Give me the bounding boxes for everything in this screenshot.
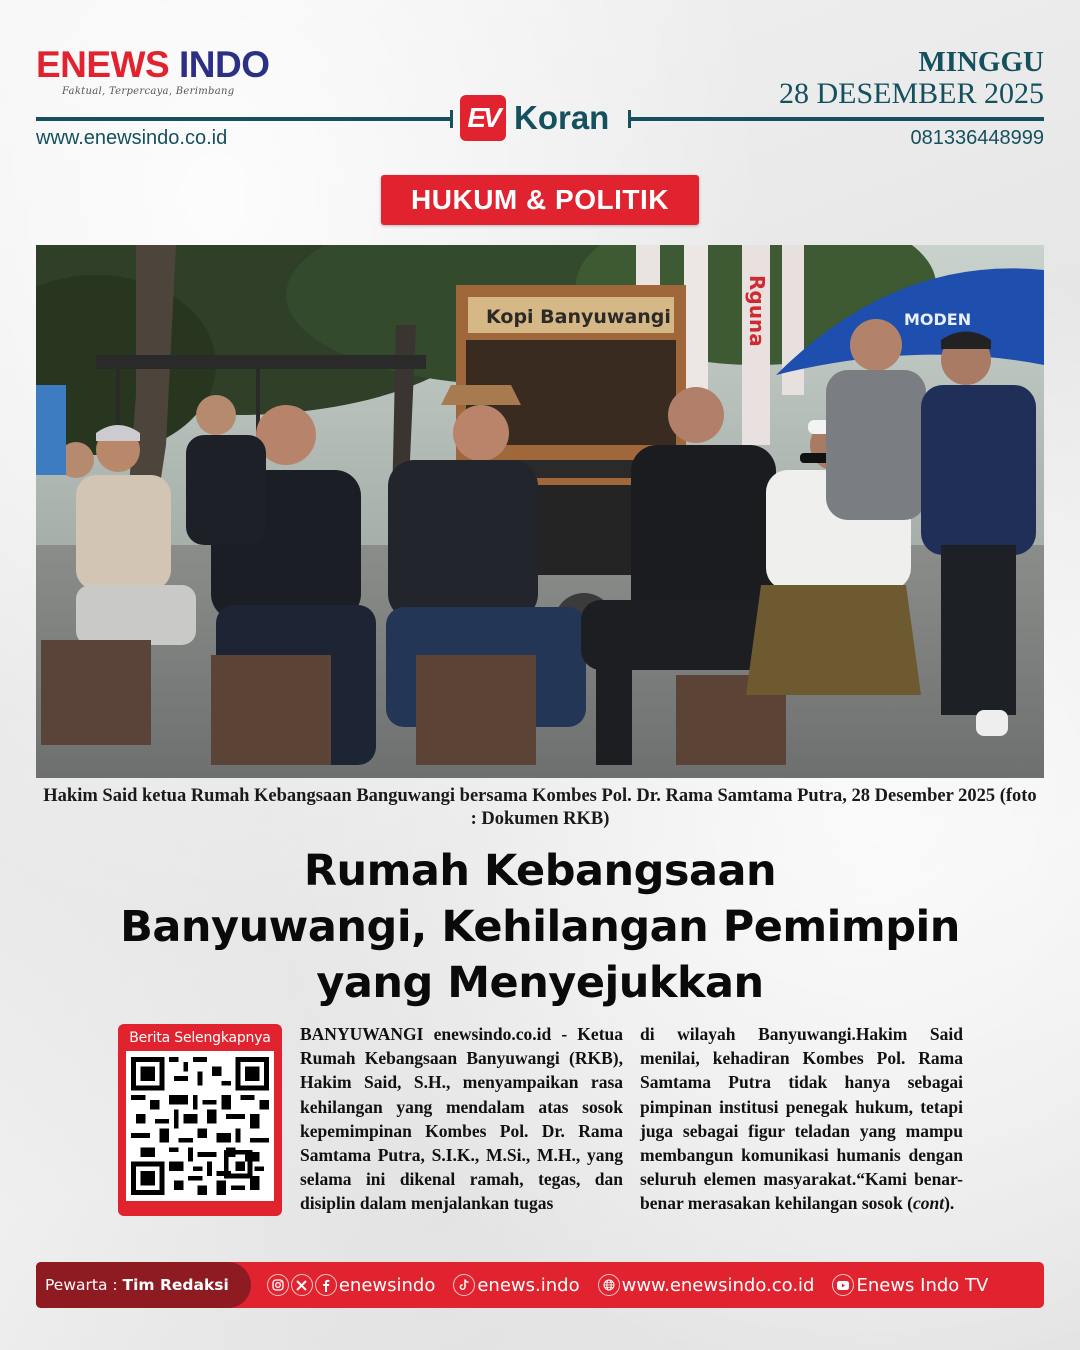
brand-tagline: Faktual, Terpercaya, Berimbang — [62, 86, 235, 97]
tiktok-handle: enews.indo — [477, 1274, 580, 1296]
x-twitter-icon[interactable] — [291, 1274, 313, 1296]
article-column-2-text: di wilayah Banyuwangi.Hakim Said menilai, kehadiran Kombes Pol. Rama Samtama Putra tidak hanya sebagai pimpinan institusi penegak hukum, tetapi juga sebagai figur teladan yang mampu membangun komunikasi humanis dengan seluruh elemen masyarakat.“Kami benar-benar merasakan kehilangan sosok ( — [640, 1024, 963, 1214]
qr-label: Berita Selengkapnya — [129, 1030, 271, 1046]
social-group-tiktok[interactable] — [453, 1274, 579, 1296]
brand-logo — [36, 46, 269, 97]
edition-date — [779, 48, 1044, 109]
article-headline — [60, 843, 1020, 1011]
footer-author — [36, 1262, 251, 1308]
social-handle: enewsindo — [338, 1274, 436, 1296]
photo-caption: Hakim Said ketua Rumah Kebangsaan Banguwangi bersama Kombes Pol. Dr. Rama Samtama Putra, 28 Desember 2025 (foto : Dokumen RKB) — [43, 786, 1037, 829]
facebook-icon[interactable] — [315, 1274, 337, 1296]
edition-badge — [460, 95, 609, 141]
headline-line-2: Banyuwangi, Kehilangan Pemimpin — [120, 902, 960, 952]
social-group-youtube[interactable] — [832, 1274, 988, 1296]
footer-bar — [36, 1262, 1044, 1308]
globe-icon[interactable] — [598, 1274, 620, 1296]
social-group-website[interactable] — [598, 1274, 815, 1296]
headline-line-3: yang Menyejukkan — [316, 958, 764, 1008]
header-rule-right-cap — [628, 110, 631, 128]
umbrella-brand-text: MODEN — [904, 310, 972, 329]
article-column-2-end: ). — [944, 1193, 955, 1214]
header-rule-left-cap — [450, 110, 453, 128]
tiktok-icon[interactable] — [453, 1274, 475, 1296]
svg-text:Rguna: Rguna — [745, 275, 769, 347]
instagram-icon[interactable] — [267, 1274, 289, 1296]
author-label: Pewarta : — [45, 1276, 118, 1294]
ev-logo-icon: EV — [460, 95, 506, 141]
brand-title-part2: INDO — [178, 44, 270, 85]
social-group-main[interactable] — [267, 1274, 436, 1296]
brand-title — [36, 46, 269, 83]
header-phone: 081336448999 — [910, 127, 1044, 149]
edition-label: Koran — [514, 99, 610, 136]
brand-title-part1: ENEWS — [36, 44, 170, 85]
news-photo-illustration — [36, 245, 1044, 778]
news-photo — [36, 245, 1044, 778]
category-badge: HUKUM & POLITIK — [381, 175, 699, 225]
social-links — [267, 1274, 1007, 1296]
article-column-2 — [640, 1022, 963, 1216]
footer-website: www.enewsindo.co.id — [621, 1274, 815, 1296]
qr-card[interactable] — [118, 1024, 282, 1216]
header-website-link[interactable]: www.enewsindo.co.id — [36, 127, 228, 149]
youtube-icon[interactable] — [832, 1274, 854, 1296]
youtube-channel: Enews Indo TV — [856, 1274, 989, 1296]
edition-day: MINGGU — [918, 46, 1044, 78]
author-name: Tim Redaksi — [122, 1276, 229, 1294]
qr-code[interactable] — [126, 1051, 274, 1201]
cart-sign-text: Kopi Banyuwangi — [486, 306, 671, 328]
header-rule-left — [36, 117, 452, 121]
headline-line-1: Rumah Kebangsaan — [303, 846, 777, 896]
article-cont-marker: cont — [912, 1193, 945, 1214]
article-column-1: BANYUWANGI enewsindo.co.id - Ketua Rumah Kebangsaan Banyuwangi (RKB), Hakim Said, S.H., menyampaikan rasa kehilangan yang mendalam atas sosok kepemimpinan Kombes Pol. Dr. Rama Samtama Putra, S.I.K., M.Si., M.H., yang selama ini dikenal ramah, tegas, dan disiplin dalam menjalankan tugas — [300, 1024, 623, 1214]
edition-full-date: 28 DESEMBER 2025 — [778, 77, 1044, 110]
qr-code-icon — [131, 1057, 269, 1195]
header-rule-right — [630, 117, 1044, 121]
